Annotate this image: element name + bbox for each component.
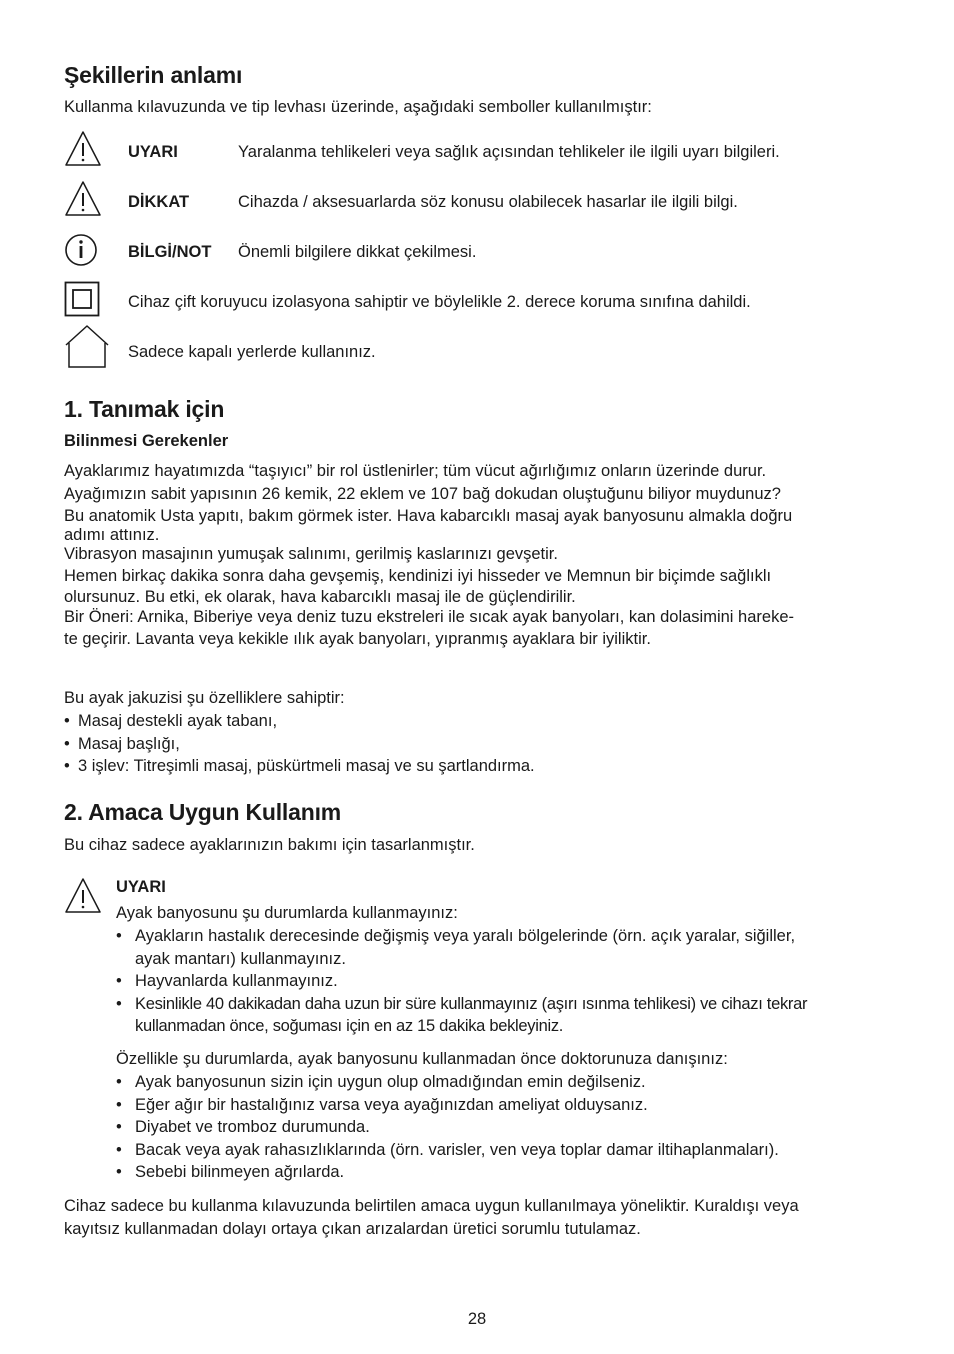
list-item-line: ayak mantarı) kullanmayınız. — [135, 949, 346, 968]
symbol-row-caution — [64, 180, 924, 220]
symbol-description: Cihazda / aksesuarlarda söz konusu olabilecek hasarlar ile ilgili bilgi. — [238, 193, 738, 211]
symbol-label: UYARI — [128, 143, 178, 161]
symbol-description: Sadece kapalı yerlerde kullanınız. — [128, 343, 376, 361]
indoor-house-icon — [64, 324, 110, 370]
body-line: Vibrasyon masajının yumuşak salınımı, gerilmiş kaslarınızı gevşetir. — [64, 544, 558, 563]
section2-intro: Bu cihaz sadece ayaklarınızın bakımı için tasarlanmıştır. — [64, 836, 475, 854]
list-item: • 3 işlev: Titreşimli masaj, püskürtmeli masaj ve su şartlandırma. — [64, 755, 535, 778]
warning-intro: Ayak banyosunu şu durumlarda kullanmayınız: — [116, 904, 458, 922]
body-line: Ayağımızın sabit yapısının 26 kemik, 22 eklem ve 107 bağ dokudan oluştuğunu biliyor muydunuz? — [64, 484, 781, 503]
warning-triangle-icon — [64, 130, 102, 168]
list-item-line: kullanmadan önce, soğuması için en az 15 dakika bekleyiniz. — [135, 1017, 564, 1035]
symbols-intro: Kullanma kılavuzunda ve tip levhası üzerinde, aşağıdaki semboller kullanılmıştır: — [64, 98, 652, 116]
list-item — [116, 993, 906, 1038]
section1-body — [64, 460, 894, 651]
warning-triangle-icon — [64, 877, 102, 915]
body-line: adımı attınız. — [64, 525, 160, 544]
list-item: • Masaj başlığı, — [64, 733, 535, 756]
symbol-label: DİKKAT — [128, 193, 190, 211]
symbol-row-indoor — [64, 324, 924, 364]
list-item-line: Hayvanlarda kullanmayınız. — [135, 972, 338, 990]
body-line: kayıtsız kullanmadan dolayı ortaya çıkan arızalardan üretici sorumlu tutulamaz. — [64, 1219, 641, 1238]
symbol-label: BİLGİ/NOT — [128, 243, 212, 261]
body-line: Bir Öneri: Arnika, Biberiye veya deniz tuzu ekstreleri ile sıcak ayak banyoları, kan dolasimini hareke- — [64, 607, 794, 626]
symbol-description: Cihaz çift koruyucu izolasyona sahiptir ve böylelikle 2. derece koruma sınıfına dahildi. — [128, 293, 751, 311]
list-item — [116, 925, 906, 970]
symbol-description: Yaralanma tehlikeleri veya sağlık açısından tehlikeler ile ilgili uyarı bilgileri. — [238, 143, 780, 161]
list-item-line: Kesinlikle 40 dakikadan daha uzun bir süre kullanmayınız (aşırı ısınma tehlikesi) ve cihazı tekrar — [135, 994, 808, 1013]
info-circle-icon — [64, 232, 102, 270]
section1-subtitle: Bilinmesi Gerekenler — [64, 432, 229, 450]
warning-triangle-icon — [64, 180, 102, 218]
symbol-row-double-insulation — [64, 281, 924, 321]
body-line: Bu anatomik Usta yapıtı, bakım görmek ister. Hava kabarcıklı masaj ayak banyosunu almakla doğru — [64, 507, 793, 525]
closing-paragraph — [64, 1195, 894, 1240]
body-line: Hemen birkaç dakika sonra daha gevşemiş, kendinizi iyi hisseder ve Memnun bir biçimde sağlıklı — [64, 567, 772, 585]
double-insulation-icon — [64, 281, 102, 319]
body-line: Cihaz sadece bu kullanma kılavuzunda belirtilen amaca uygun kullanılmaya yöneliktir. Kuraldışı veya — [64, 1197, 799, 1215]
list-item: • Bacak veya ayak rahasızlıklarında (örn. varisler, ven veya toplar damar iltihaplanmaları). — [116, 1139, 906, 1162]
doctor-intro: Özellikle şu durumlarda, ayak banyosunu kullanmadan önce doktorunuza danışınız: — [116, 1050, 728, 1068]
body-line: Ayaklarımız hayatımızda “taşıyıcı” bir rol üstlenirler; tüm vücut ağırlığımız onların üzerinde durur. — [64, 462, 767, 480]
section2-title: 2. Amaca Uygun Kullanım — [64, 799, 342, 825]
list-item — [116, 970, 906, 993]
features-list — [64, 710, 535, 778]
body-line: te geçirir. Lavanta veya kekikle ılık ayak banyoları, yıpranmış ayaklara bir iyiliktir. — [64, 630, 651, 648]
list-item: • Diyabet ve tromboz durumunda. — [116, 1116, 906, 1139]
features-intro: Bu ayak jakuzisi şu özelliklere sahiptir: — [64, 689, 345, 707]
symbols-section-title: Şekillerin anlamı — [64, 62, 243, 88]
list-item: • Eğer ağır bir hastalığınız varsa veya ayağınızdan ameliyat olduysanız. — [116, 1094, 906, 1117]
warning-label: UYARI — [116, 878, 166, 896]
body-line: olursunuz. Bu etki, ek olarak, hava kabarcıklı masaj ile de güçlendirilir. — [64, 587, 576, 606]
warning-list — [116, 925, 906, 1038]
page-number: 28 — [467, 1310, 487, 1328]
list-item: • Masaj destekli ayak tabanı, — [64, 710, 535, 733]
symbol-description: Önemli bilgilere dikkat çekilmesi. — [238, 243, 477, 261]
symbol-row-info — [64, 232, 924, 272]
section1-title: 1. Tanımak için — [64, 396, 225, 422]
list-item: • Sebebi bilinmeyen ağrılarda. — [116, 1161, 906, 1184]
symbol-row-warning — [64, 130, 924, 170]
doctor-list — [116, 1071, 906, 1184]
list-item: • Ayak banyosunun sizin için uygun olup olmadığından emin değilseniz. — [116, 1071, 906, 1094]
list-item-line: Ayakların hastalık derecesinde değişmiş veya yaralı bölgelerinde (örn. açık yaralar, siğiller, — [135, 927, 796, 945]
